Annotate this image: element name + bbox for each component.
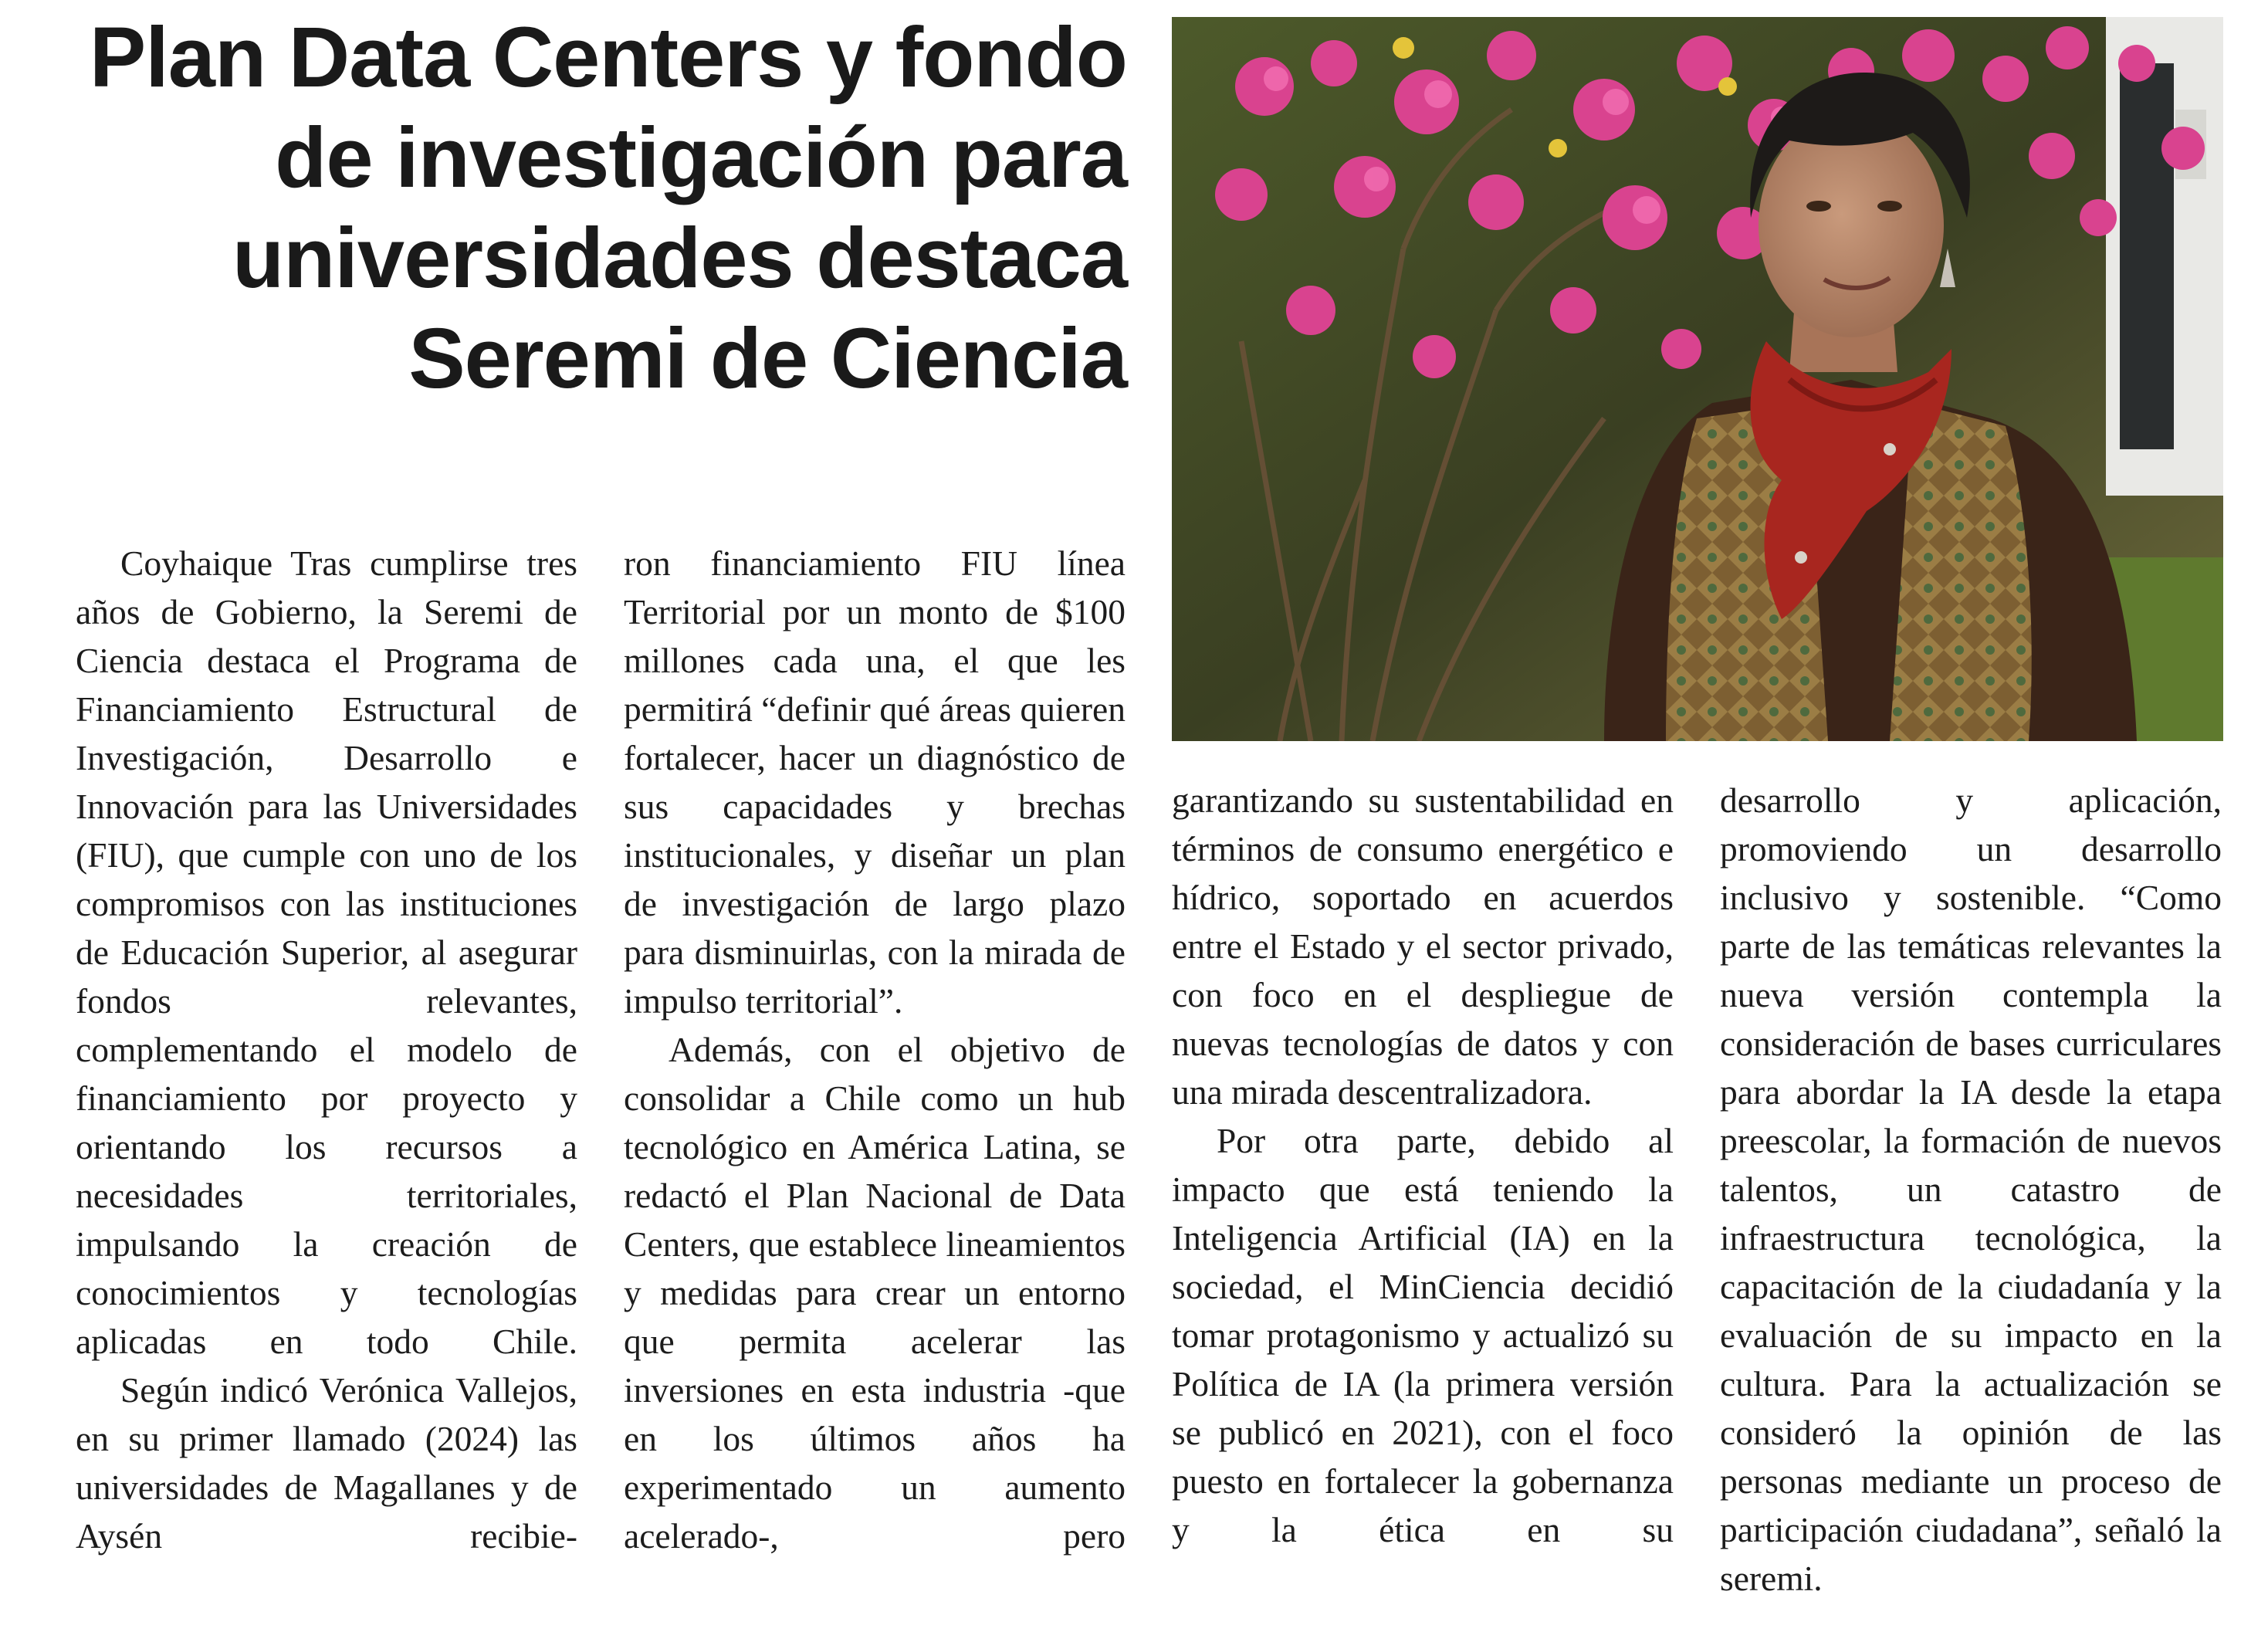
article-column-2	[624, 539, 1126, 1560]
article-column-4	[1720, 776, 2222, 1603]
headline-line: de investigación para	[275, 110, 1127, 205]
article-paragraph: Coyhaique Tras cumplirse tres años de Gobierno, la Seremi de Ciencia destaca el Programa de Financiamiento Estructural de Investigación, Desarrollo e Innovación para las Universidades (FIU), que cumple con uno de los compromisos con las instituciones de Educación Superior, al asegurar fondos relevantes, complementando el modelo de financiamiento por proyecto y orientando los recursos a necesidades territoriales, impulsando la creación de conocimientos y tecnologías aplicadas en todo Chile.	[76, 543, 577, 1361]
headline-line: universidades destaca	[232, 211, 1127, 306]
headline-line: Seremi de Ciencia	[408, 311, 1127, 406]
article-photo	[1172, 17, 2223, 741]
article-column-3	[1172, 776, 1674, 1554]
portrait-photo-illustration	[1172, 17, 2223, 741]
article-column-1	[76, 539, 577, 1560]
headline-line: Plan Data Centers y fondo	[89, 10, 1127, 105]
article-paragraph: Además, con el objetivo de consolidar a Chile como un hub tecnológico en América Latina, se redactó el Plan Nacional de Data Centers, que establece lineamientos y medidas para crear un entorno que permita acelerar las inversiones en esta industria -que en los últimos años ha experimentado un aumento acelerado-, pero	[624, 1030, 1126, 1556]
article-paragraph: ron financiamiento FIU línea Territorial por un monto de $100 millones cada una, el que les permitirá “definir qué áreas quieren fortalecer, hacer un diagnóstico de sus capacidades y brechas institucionales, y diseñar un plan de investigación de largo plazo para disminuirlas, con la mirada de impulso territorial”.	[624, 543, 1126, 1021]
article-paragraph: garantizando su sustentabilidad en términos de consumo energético e hídrico, soportado en acuerdos entre el Estado y el sector privado, con foco en el despliegue de nuevas tecnologías de datos y con una mirada descentralizadora.	[1172, 780, 1674, 1112]
article-headline	[46, 8, 1127, 409]
article-paragraph: Por otra parte, debido al impacto que está teniendo la Inteligencia Artificial (IA) en la sociedad, el MinCiencia decidió tomar protagonismo y actualizó su Política de IA (la primera versión se publicó en 2021), con el foco puesto en fortalecer la gobernanza y la ética en su	[1172, 1121, 1674, 1549]
article-paragraph: desarrollo y aplicación, promoviendo un desarrollo inclusivo y sostenible. “Como parte de las temáticas relevantes la nueva versión contempla la consideración de bases curriculares para abordar la IA desde la etapa preescolar, la formación de nuevos talentos, un catastro de infraestructura tecnológica, la capacitación de la ciudadanía y la evaluación de su impacto en la cultura. Para la actualización se consideró la opinión de las personas mediante un proceso de participación ciudadana”, señaló la seremi.	[1720, 780, 2222, 1598]
article-paragraph: Según indicó Verónica Vallejos, en su primer llamado (2024) las universidades de Magallanes y de Aysén recibie-	[76, 1370, 577, 1556]
